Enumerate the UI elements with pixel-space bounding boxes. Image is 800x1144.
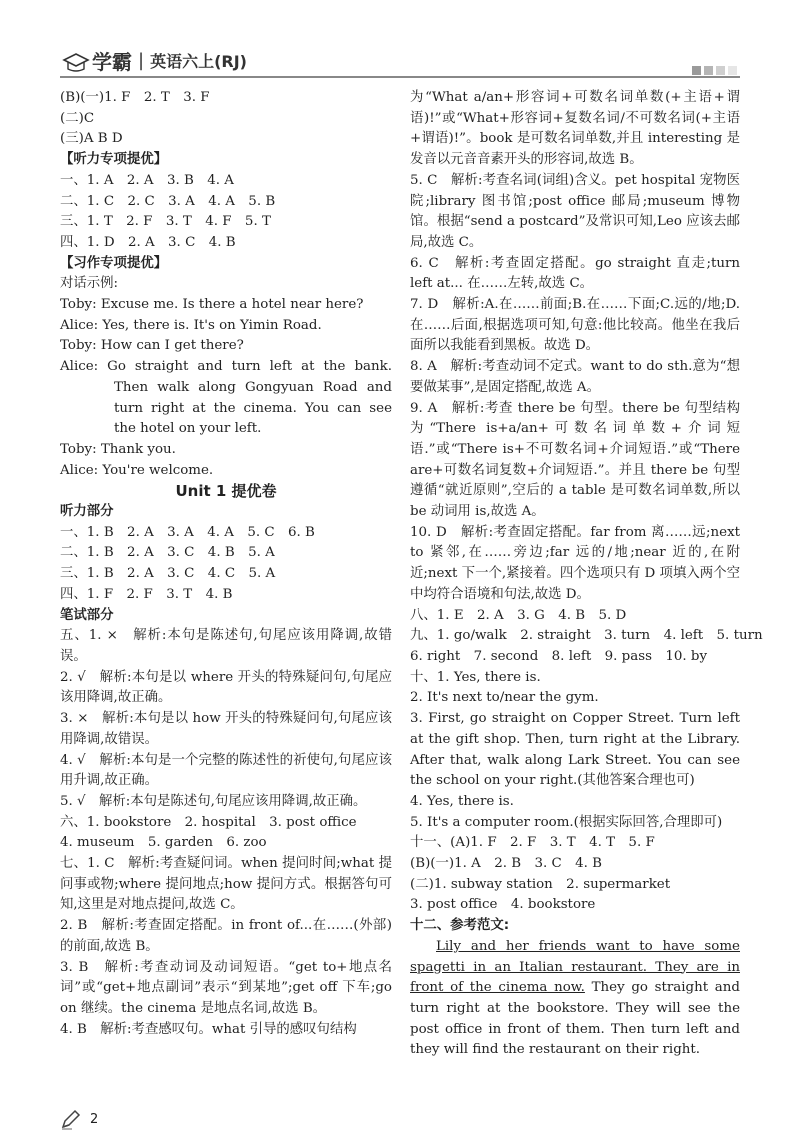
answer-line: 六、1. bookstore 2. hospital 3. post office (60, 814, 357, 830)
pencil-icon (60, 1108, 82, 1130)
answer-explanation: 4. √ 解析:本句是一个完整的陈述性的祈使句,句尾应该用升调,故正确。 (60, 752, 392, 789)
answer-explanation: 6. C 解析:考查固定搭配。go straight 直走;turn left at... 在……左转,故选 C。 (410, 255, 740, 292)
answer-line: 十、1. Yes, there is. (410, 669, 541, 685)
answer-explanation: 七、1. C 解析:考查疑问词。when 提问时间;what 提问事或物;where 提问地点;how 提问方式。根据答句可知,这里是对地点提问,故选 C。 (60, 856, 392, 913)
answer-explanation: 3. B 解析:考查动词及动词短语。“get to+地点名词”或“get+地点副词”表示“到某地”;get off 下车;go on 继续。the cinema 是地点名词,故选 B。 (60, 959, 392, 1016)
answer-line: 4. Yes, there is. (410, 793, 514, 809)
page-footer (60, 1108, 98, 1130)
answer-line: 2. It's next to/near the gym. (410, 690, 599, 706)
answer-explanation: 4. B 解析:考查感叹句。what 引导的感叹句结构 (60, 1021, 357, 1037)
answer-line: (二)C (60, 110, 95, 126)
dialog-intro: 对话示例: (60, 276, 119, 292)
decorative-squares (692, 66, 737, 75)
section-heading: 听力部分 (60, 504, 114, 520)
answer-line: 八、1. E 2. A 3. G 4. B 5. D (410, 607, 627, 623)
answer-line: 四、1. F 2. F 3. T 4. B (60, 586, 233, 602)
book-subtitle: 英语六上(RJ) (150, 52, 247, 71)
answer-line: 3. post office 4. bookstore (410, 897, 596, 913)
essay-text: They go straight and turn right at the bookstore. They will see the post office in front of them. Then turn left and they will find the restaurant on their right. (410, 980, 740, 1058)
brand-logo (62, 46, 247, 75)
right-column (410, 88, 763, 1061)
unit-title: Unit 1 提优卷 (175, 482, 277, 501)
logo-text: 学霸 (92, 50, 132, 74)
answer-line: 三、1. B 2. A 3. C 4. C 5. A (60, 566, 276, 582)
dialog-line: Toby: How can I get there? (60, 338, 244, 354)
answer-explanation: 五、1. × 解析:本句是陈述句,句尾应该用降调,故错误。 (60, 628, 392, 664)
answer-line: 九、1. go/walk 2. straight 3. turn 4. left 5. turn (410, 628, 763, 644)
essay-underlined: Lily and her friends want to have some spagetti in an Italian restaurant. They are in front of the cinema now. (410, 938, 740, 996)
answer-explanation: 5. C 解析:考查名词(词组)含义。pet hospital 宠物医院;library 图书馆;post office 邮局;museum 博物馆。根据“send a postcard”及常识可知,Leo 应该去邮局,故选 C。 (410, 172, 740, 250)
answer-explanation: 2. B 解析:考查固定搭配。in front of...在……(外部)的前面,故选 B。 (60, 918, 392, 954)
answer-line: 5. It's a computer room.(根据实际回答,合理即可) (410, 814, 723, 830)
page-header (0, 0, 800, 84)
answer-explanation: 为“What a/an+形容词+可数名词单数(+主语+谓语)!”或“What+形容词+复数名词/不可数名词(+主语+谓语)!”。book 是可数名词单数,并且 interesting 是发音以元音音素开头的形容词,故选 B。 (410, 90, 740, 168)
answer-line: 三、1. T 2. F 3. T 4. F 5. T (60, 214, 271, 230)
header-rule (60, 76, 740, 78)
answer-explanation: 3. × 解析:本句是以 how 开头的特殊疑问句,句尾应该用降调,故错误。 (60, 711, 392, 747)
answer-line: (B)(一)1. F 2. T 3. F (60, 90, 210, 105)
answer-explanation: 8. A 解析:考查动词不定式。want to do sth.意为“想要做某事”,是固定搭配,故选 A。 (410, 359, 740, 395)
answer-line: 一、1. B 2. A 3. A 4. A 5. C 6. B (60, 524, 315, 540)
answer-line: 6. right 7. second 8. left 9. pass 10. by (410, 648, 708, 664)
answer-explanation: 9. A 解析:考查 there be 句型。there be 句型结构为“There is+a/an+可数名词单数+介词短语.”或“There is+不可数名词+介词短语.”或“There are+可数名词复数+介词短语.”。并且 there be 句型遵循“就近原则”,空后的 a table 是可数名词单数,所以 be 动词用 is,故选 A。 (410, 400, 740, 520)
answer-line: (三)A B D (60, 131, 123, 147)
model-essay (410, 937, 740, 1061)
answer-line: 二、1. B 2. A 3. C 4. B 5. A (60, 545, 275, 561)
answer-line: 二、1. C 2. C 3. A 4. A 5. B (60, 193, 276, 209)
answer-explanation: 10. D 解析:考查固定搭配。far from 离……远;next to 紧邻,在……旁边;far 远的/地;near 近的,在附近;next 下一个,紧接着。四个选项只有 D 项填入两个空中均符合语境和句法,故选 D。 (410, 524, 740, 602)
section-heading: 十二、参考范文: (410, 918, 510, 934)
answer-line: 一、1. A 2. A 3. B 4. A (60, 172, 234, 188)
answer-line: 四、1. D 2. A 3. C 4. B (60, 234, 236, 250)
graduation-cap-icon (62, 50, 90, 72)
left-column (60, 88, 392, 1040)
answer-line: 4. museum 5. garden 6. zoo (60, 835, 267, 851)
page-number: 2 (90, 1111, 99, 1127)
answer-explanation: 7. D 解析:A.在……前面;B.在……下面;C.远的/地;D.在……后面,根据选项可知,句意:他比较高。他坐在我后面所以我能看到黑板。故选 D。 (410, 297, 740, 354)
section-heading: 【习作专项提优】 (60, 255, 168, 271)
dialog-line: Alice: Go straight and turn left at the bank. Then walk along Gongyuan Road and turn right at the cinema. You can see the hotel on your left. (60, 359, 392, 437)
answer-line: (B)(一)1. A 2. B 3. C 4. B (410, 856, 603, 872)
dialog-line: Toby: Thank you. (60, 441, 176, 457)
dialog-line: Alice: Yes, there is. It's on Yimin Road. (60, 317, 322, 333)
answer-line: (二)1. subway station 2. supermarket (410, 876, 671, 892)
dialog-line: Alice: You're welcome. (60, 462, 214, 478)
answer-explanation: 5. √ 解析:本句是陈述句,句尾应该用降调,故正确。 (60, 793, 367, 809)
answer-explanation: 2. √ 解析:本句是以 where 开头的特殊疑问句,句尾应该用降调,故正确。 (60, 669, 392, 706)
section-heading: 【听力专项提优】 (60, 152, 168, 168)
dialog-line: Toby: Excuse me. Is there a hotel near here? (60, 297, 364, 313)
header-separator: | (138, 50, 145, 71)
section-heading: 笔试部分 (60, 607, 114, 623)
answer-line: 十一、(A)1. F 2. F 3. T 4. T 5. F (410, 835, 655, 851)
answer-explanation: 3. First, go straight on Copper Street. Turn left at the gift shop. Then, turn right at the Library. After that, walk along Lark Street. You can see the school on your right.(其他答案合理也可) (410, 711, 740, 789)
